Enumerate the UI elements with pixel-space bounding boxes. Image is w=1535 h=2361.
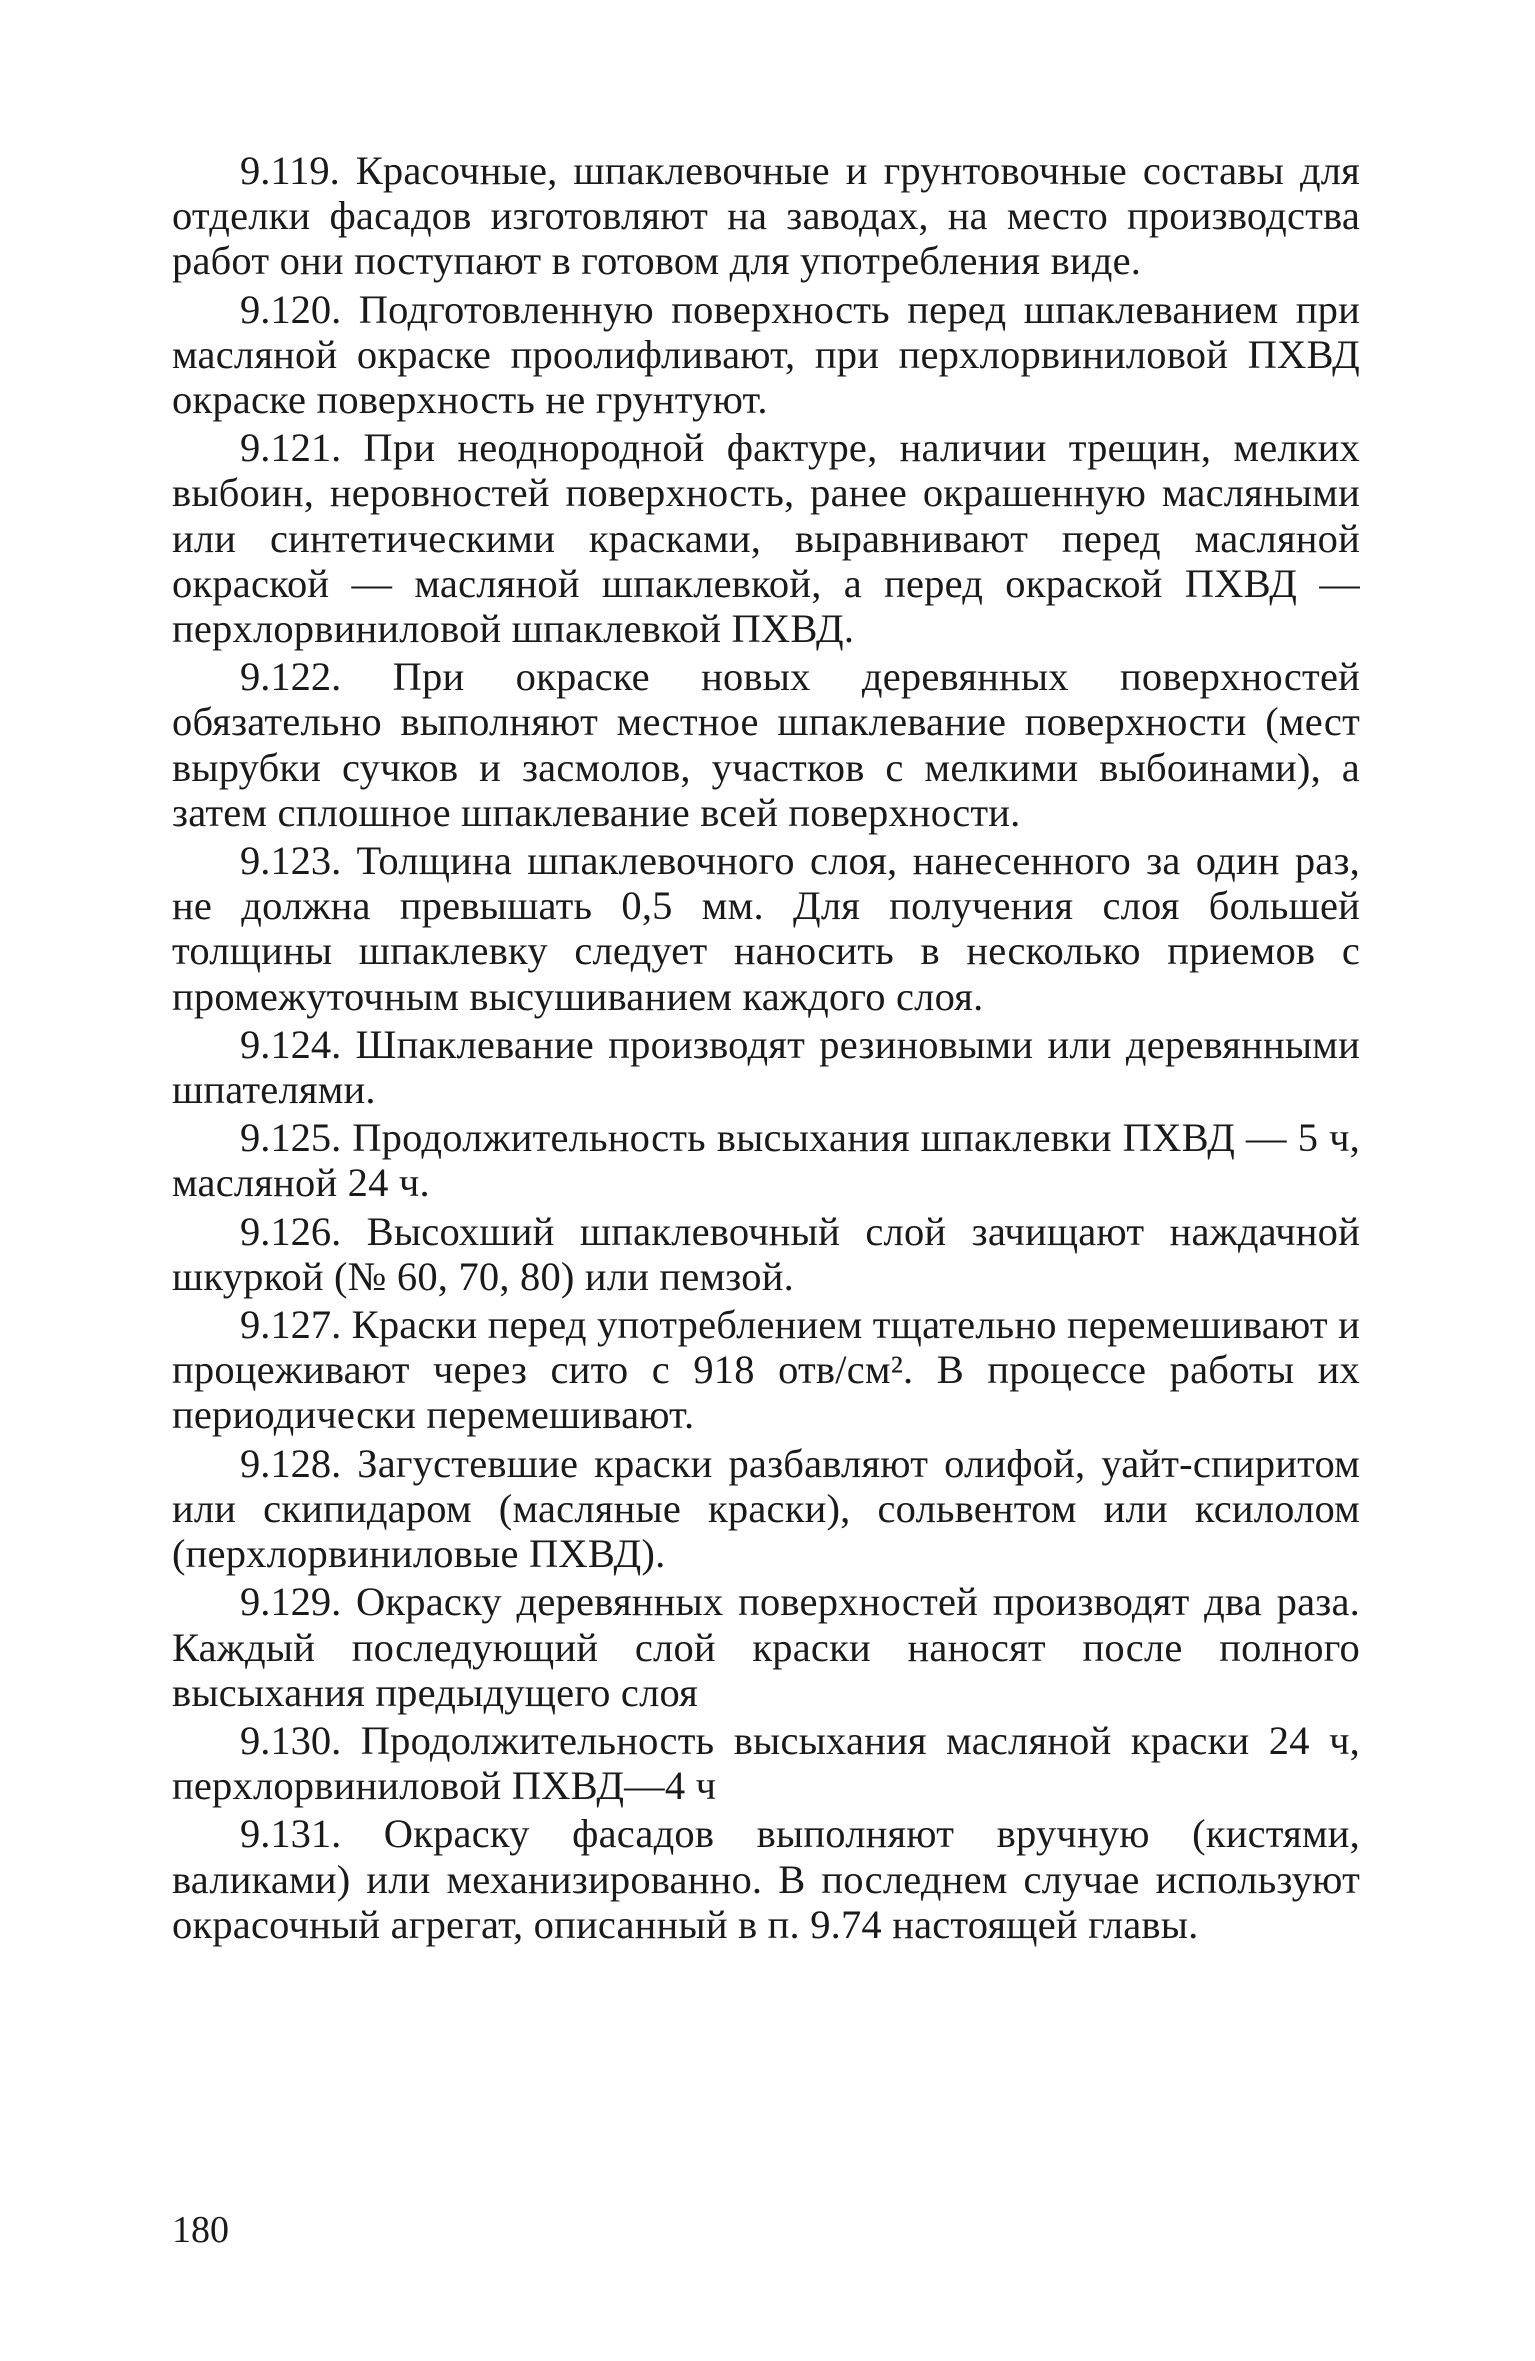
paragraph-number: 9.119. — [240, 148, 340, 193]
paragraph-9-127 — [172, 1302, 1360, 1438]
paragraph-text: Окраску фасадов выполняют вручную (кистями, валиками) или механизированно. В последнем случае используют окрасочный агрегат, описанный в п. 9.74 настоящей главы. — [172, 1811, 1360, 1947]
paragraph-number: 9.128. — [240, 1440, 342, 1486]
paragraph-text: Продолжительность высыхания шпаклевки ПХВД — 5 ч, масляной 24 ч. — [172, 1115, 1360, 1206]
paragraph-number: 9.120. — [240, 286, 342, 332]
paragraph-9-120 — [172, 287, 1360, 423]
paragraph-number: 9.122. — [240, 654, 342, 700]
paragraph-text: Шпаклевание производят резиновыми или деревянными шпателями. — [172, 1021, 1360, 1113]
paragraph-number: 9.121. — [240, 425, 342, 471]
paragraph-number: 9.124. — [240, 1021, 342, 1067]
paragraph-text: Загустевшие краски разбавляют олифой, уайт-спиритом или скипидаром (масляные краски), сольвентом или ксилолом (перхлорвиниловые ПХВД). — [172, 1440, 1360, 1577]
paragraph-text: При окраске новых деревянных поверхностей обязательно выполняют местное шпаклевание поверхности (мест вырубки сучков и засмолов, участков с мелкими выбоинами), а затем сплошное шпаклевание всей поверхности. — [172, 654, 1361, 835]
paragraph-text: Толщина шпаклевочного слоя, нанесенного за один раз, не должна превышать 0,5 мм. Для получения слоя большей толщины шпаклевку следует наносить в несколько приемов с промежуточным высушиванием каждого слоя. — [172, 838, 1361, 1019]
paragraph-9-125 — [172, 1115, 1360, 1205]
paragraph-number: 9.125. — [240, 1115, 342, 1161]
paragraph-number: 9.131. — [240, 1811, 342, 1857]
paragraph-text: Высохший шпаклевочный слой зачищают наждачной шкуркой (№ 60, 70, 80) или пемзой. — [172, 1208, 1361, 1299]
paragraph-number: 9.126. — [240, 1208, 342, 1254]
paragraph-9-131 — [172, 1811, 1360, 1947]
paragraph-9-129 — [172, 1579, 1360, 1715]
page-number: 180 — [172, 2209, 229, 2251]
paragraph-number: 9.127. — [240, 1302, 342, 1348]
paragraph-text: Краски перед употреблением тщательно перемешивают и процеживают через сито с 918 отв/см². В процессе работы их периодически перемешивают. — [172, 1302, 1360, 1438]
paragraph-number: 9.129. — [240, 1579, 342, 1625]
paragraph-9-122 — [172, 654, 1360, 835]
paragraph-9-123 — [172, 838, 1360, 1019]
paragraph-text: Красочные, шпаклевочные и грунтовочные составы для отделки фасадов изготовляют на заводах, на место производства работ они поступают в готовом для употребления виде. — [172, 148, 1360, 284]
paragraph-number: 9.123. — [240, 838, 342, 884]
paragraph-number: 9.130. — [240, 1717, 342, 1763]
paragraph-9-119 — [172, 148, 1360, 284]
paragraph-text: При неоднородной фактуре, наличии трещин, мелких выбоин, неровностей поверхность, ранее окрашенную масляными или синтетическими красками, выравнивают перед масляной окраской — масляной шпаклевкой, а перед окраской ПХВД — перхлорвиниловой шпаклевкой ПХВД. — [172, 425, 1361, 652]
paragraph-9-124 — [172, 1022, 1360, 1112]
paragraph-9-128 — [172, 1441, 1360, 1577]
page-body — [172, 148, 1360, 1950]
paragraph-9-121 — [172, 425, 1360, 651]
paragraph-9-130 — [172, 1718, 1360, 1808]
paragraph-9-126 — [172, 1209, 1360, 1299]
paragraph-text: Подготовленную поверхность перед шпаклеванием при масляной окраске проолифливают, при перхлорвиниловой ПХВД окраске поверхность не грунтуют. — [172, 286, 1360, 423]
paragraph-text: Продолжительность высыхания масляной краски 24 ч, перхлорвиниловой ПХВД—4 ч — [172, 1717, 1360, 1809]
paragraph-text: Окраску деревянных поверхностей производят два раза. Каждый последующий слой краски наносят после полного высыхания предыдущего слоя — [172, 1579, 1360, 1715]
